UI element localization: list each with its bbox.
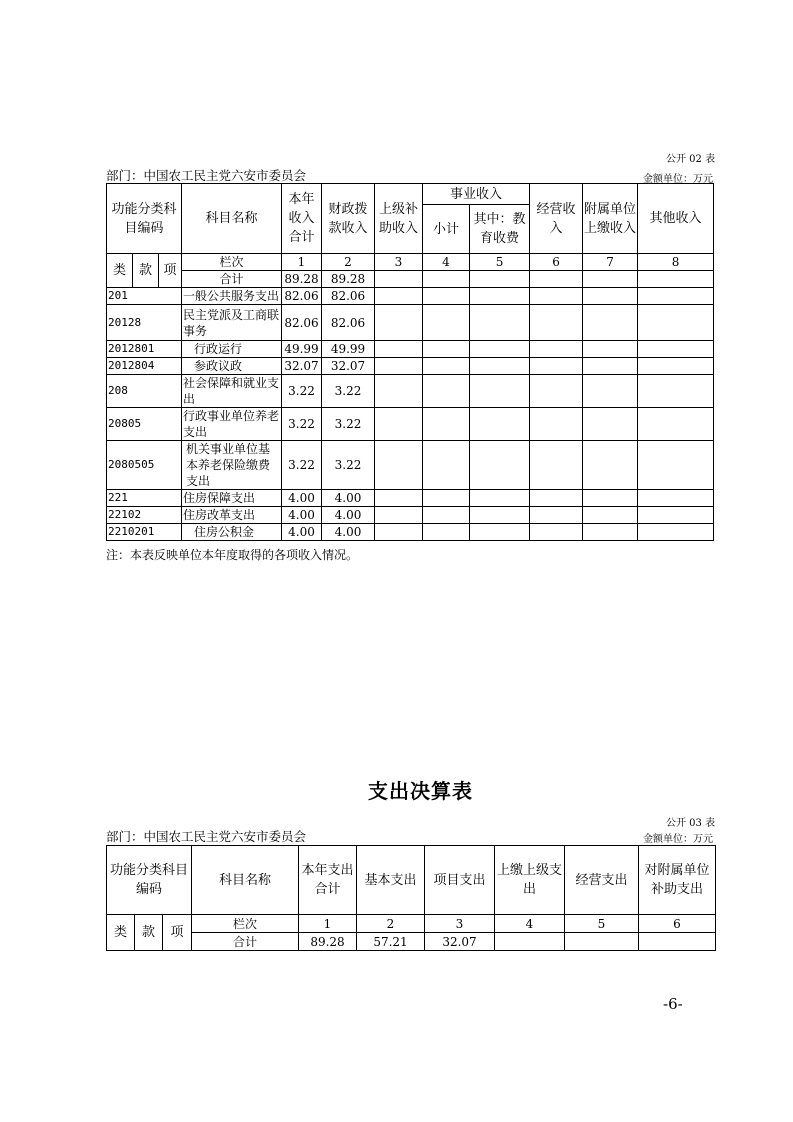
income-table [106, 183, 714, 541]
total-expenditure-value: 89.28 [299, 933, 357, 951]
row-total: 82.06 [282, 288, 322, 305]
row-fiscal: 32.07 [322, 358, 375, 375]
header-other-income: 其他收入 [638, 184, 714, 254]
row-code: 208 [107, 375, 182, 408]
table-row [107, 408, 714, 441]
header-subject-name: 科目名称 [182, 184, 282, 254]
row-name: 一般公共服务支出 [182, 288, 282, 305]
row-name: 住房改革支出 [182, 507, 282, 524]
header-project: 项目支出 [425, 846, 495, 915]
department-label: 部门：中国农工民主党六安市委员会 [106, 829, 307, 844]
col-number: 1 [282, 254, 322, 271]
table-total-row [107, 933, 716, 951]
row-name: 住房保障支出 [182, 490, 282, 507]
row-name: 参政议政 [182, 358, 282, 375]
col-number: 3 [375, 254, 423, 271]
header-basic: 基本支出 [357, 846, 425, 915]
row-total: 82.06 [282, 305, 322, 341]
header-lei: 类 [107, 915, 135, 951]
header-operating: 经营支出 [565, 846, 639, 915]
header-business-income: 事业收入 [423, 184, 530, 205]
row-total: 3.22 [282, 408, 322, 441]
row-code: 2210201 [107, 524, 182, 541]
row-code: 20805 [107, 408, 182, 441]
row-total: 4.00 [282, 490, 322, 507]
table-row [107, 441, 714, 490]
row-total: 32.07 [282, 358, 322, 375]
header-lanci: 栏次 [182, 254, 282, 271]
col-number: 5 [470, 254, 530, 271]
row-name: 住房公积金 [182, 524, 282, 541]
header-xiang: 项 [159, 254, 182, 288]
header-lei: 类 [107, 254, 133, 288]
form-number-03: 公开 03 表 [666, 818, 716, 829]
table-row [107, 341, 714, 358]
row-fiscal: 3.22 [322, 441, 375, 490]
header-education-fee: 其中：教育收费 [470, 205, 530, 254]
row-fiscal: 4.00 [322, 524, 375, 541]
table-row [107, 507, 714, 524]
row-fiscal: 82.06 [322, 305, 375, 341]
table-row [107, 305, 714, 341]
row-fiscal: 82.06 [322, 288, 375, 305]
table-row [107, 524, 714, 541]
header-subtotal: 小计 [423, 205, 470, 254]
department-label: 部门：中国农工民主党六安市委员会 [106, 168, 307, 183]
row-fiscal: 4.00 [322, 507, 375, 524]
row-code: 2012804 [107, 358, 182, 375]
row-code: 221 [107, 490, 182, 507]
row-name: 行政运行 [182, 341, 282, 358]
header-affiliated: 对附属单位补助支出 [639, 846, 716, 915]
header-total-income: 本年收入合计 [282, 184, 322, 254]
total-label: 合计 [182, 271, 282, 288]
amount-unit-label: 金额单位：万元 [643, 174, 713, 185]
header-affiliated: 附属单位上缴收入 [583, 184, 638, 254]
total-label: 合计 [192, 933, 299, 951]
header-xiang: 项 [163, 915, 192, 951]
col-number: 3 [425, 915, 495, 933]
header-func-code: 功能分类科目编码 [107, 846, 192, 915]
table-row [107, 490, 714, 507]
header-kuan: 款 [135, 915, 163, 951]
total-fiscal-value: 89.28 [322, 271, 375, 288]
row-code: 201 [107, 288, 182, 305]
row-fiscal: 49.99 [322, 341, 375, 358]
row-total: 3.22 [282, 441, 322, 490]
row-code: 2080505 [107, 441, 182, 490]
col-number: 6 [530, 254, 583, 271]
row-fiscal: 3.22 [322, 375, 375, 408]
header-fiscal: 财政拨款收入 [322, 184, 375, 254]
header-subject-name: 科目名称 [192, 846, 299, 915]
row-total: 49.99 [282, 341, 322, 358]
row-total: 4.00 [282, 507, 322, 524]
col-number: 8 [638, 254, 714, 271]
expenditure-table [106, 845, 716, 951]
col-number: 1 [299, 915, 357, 933]
total-income-value: 89.28 [282, 271, 322, 288]
header-kuan: 款 [133, 254, 159, 288]
form-number-02: 公开 02 表 [666, 154, 716, 165]
col-number: 2 [357, 915, 425, 933]
row-fiscal: 3.22 [322, 408, 375, 441]
table-note: 注：本表反映单位本年度取得的各项收入情况。 [106, 548, 359, 562]
header-total-expenditure: 本年支出合计 [299, 846, 357, 915]
table-row [107, 358, 714, 375]
col-number: 4 [423, 254, 470, 271]
row-name: 机关事业单位基本养老保险缴费支出 [182, 441, 282, 490]
total-project-value: 32.07 [425, 933, 495, 951]
amount-unit-label: 金额单位：万元 [643, 834, 713, 845]
header-lanci: 栏次 [192, 915, 299, 933]
table-row [107, 375, 714, 408]
header-func-code: 功能分类科目编码 [107, 184, 182, 254]
table-row [107, 288, 714, 305]
col-number: 5 [565, 915, 639, 933]
row-total: 3.22 [282, 375, 322, 408]
col-number: 7 [583, 254, 638, 271]
col-number: 4 [495, 915, 565, 933]
table-total-row [107, 271, 714, 288]
row-code: 2012801 [107, 341, 182, 358]
row-fiscal: 4.00 [322, 490, 375, 507]
page-title: 支出决算表 [368, 779, 473, 803]
header-upper-subsidy: 上级补助收入 [375, 184, 423, 254]
col-number: 6 [639, 915, 716, 933]
page-number: -6- [663, 995, 683, 1013]
row-name: 社会保障和就业支出 [182, 375, 282, 408]
row-code: 20128 [107, 305, 182, 341]
header-upper: 上缴上级支出 [495, 846, 565, 915]
row-name: 民主党派及工商联事务 [182, 305, 282, 341]
header-operating-income: 经营收入 [530, 184, 583, 254]
row-name: 行政事业单位养老支出 [182, 408, 282, 441]
col-number: 2 [322, 254, 375, 271]
total-basic-value: 57.21 [357, 933, 425, 951]
row-code: 22102 [107, 507, 182, 524]
row-total: 4.00 [282, 524, 322, 541]
